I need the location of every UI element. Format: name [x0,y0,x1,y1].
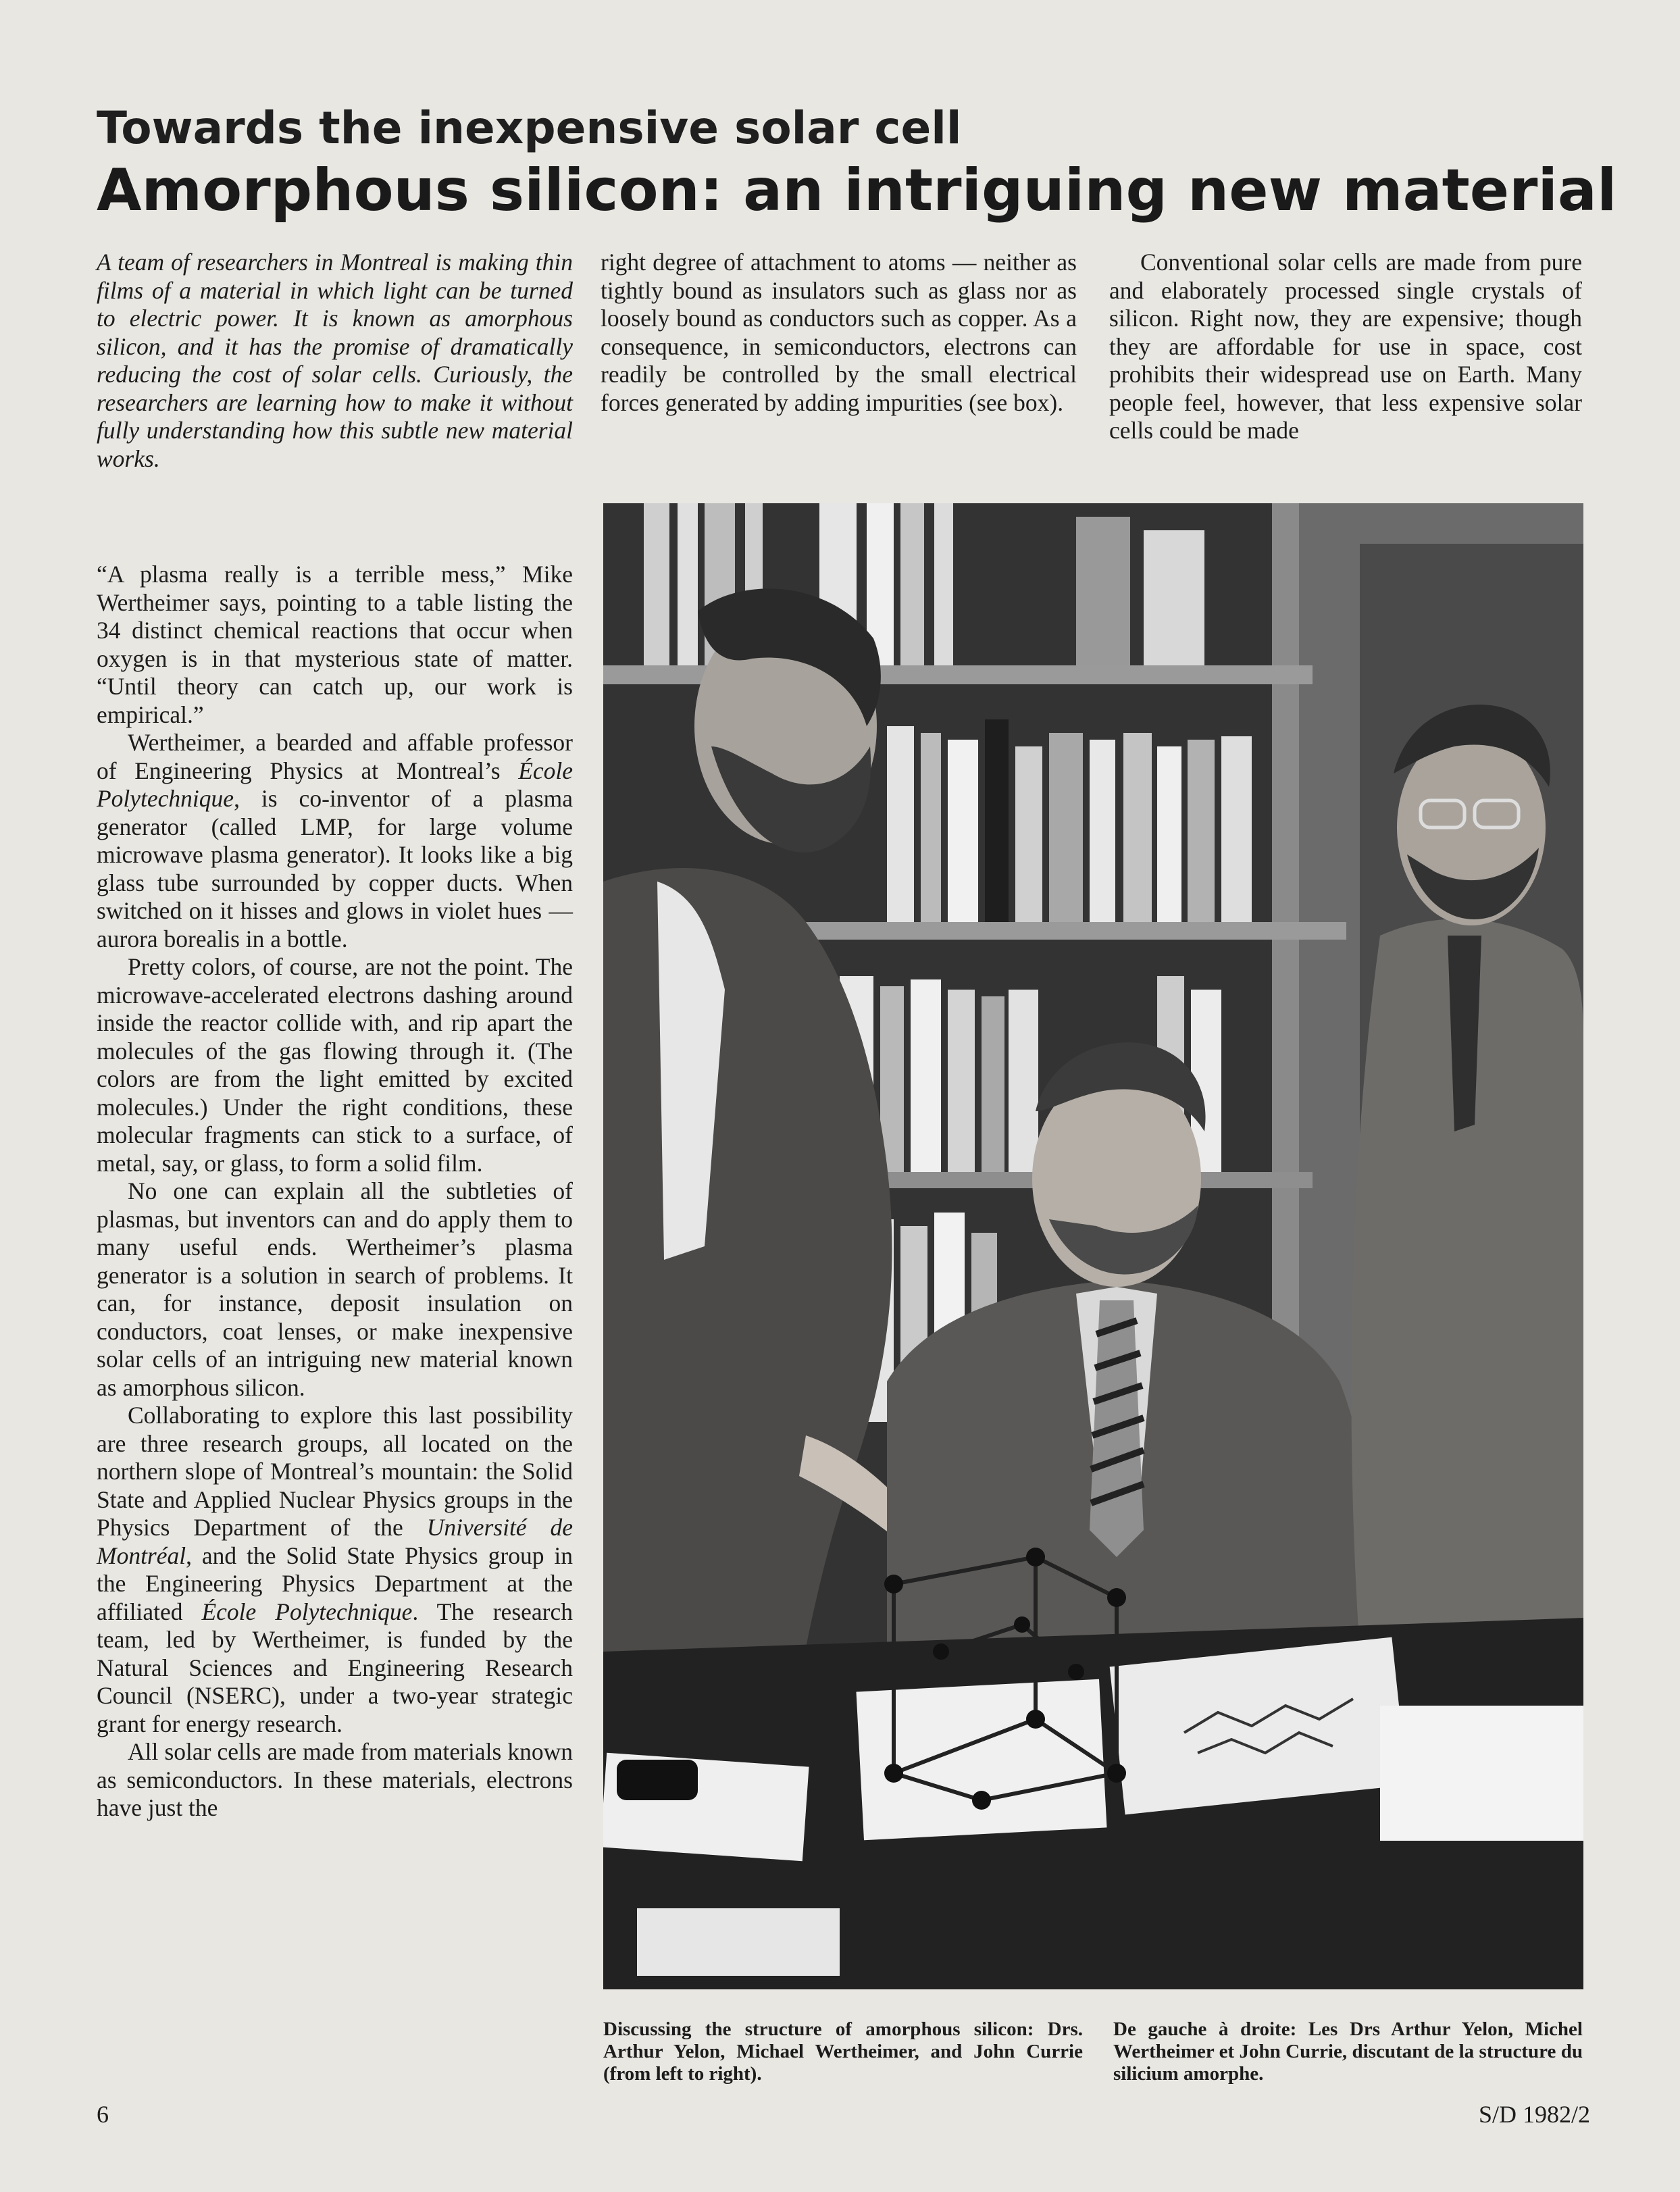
issue-label: S/D 1982/2 [1478,2101,1590,2128]
column-3-top [1109,249,1582,445]
paragraph-6: All solar cells are made from materials known as semiconductors. In these materials, electrons have just the [97,1738,573,1821]
paragraph-5 [97,1402,573,1738]
paragraph-5-text-c: , and the Solid State Physics group in the Engineering Physics Department at the affiliated [97,1541,573,1625]
headline: Amorphous silicon: an intriguing new material [97,157,1617,224]
column-2-top [601,249,1077,417]
caption-english: Discussing the structure of amorphous silicon: Drs. Arthur Yelon, Michael Wertheimer, and John Currie (from left to right). [603,2018,1083,2085]
paragraph-5-text-e: . The research team, led by Wertheimer, is funded by the Natural Sciences and Engineering Research Council (NSERC), under a two-year strategic grant for energy research. [97,1598,573,1737]
paragraph-5-text-a: Collaborating to explore this last possibility are three research groups, all located on the northern slope of Montreal’s mountain: the Solid State and Applied Nuclear Physics groups in the Physics Department of the [97,1402,573,1541]
photo-illustration [603,503,1583,1989]
paragraph-2-text-c: , is co-inventor of a plasma generator (called LMP, for large volume microwave plasma generator). It looks like a big glass tube surrounded by copper ducts. When switched on it hisses and glows in violet hues — aurora borealis in a bottle. [97,785,573,952]
column-3-text: Conventional solar cells are made from pure and elaborately processed single crystals of silicon. Right now, they are expensive; though they are affordable for use in space, cost prohibits their widespread use on Earth. Many people feel, however, that less expensive solar cells could be made [1109,249,1582,444]
paragraph-2 [97,729,573,953]
kicker: Towards the inexpensive solar cell [97,102,962,154]
paragraph-3: Pretty colors, of course, are not the point. The microwave-accelerated electrons dashing around inside the reactor collide with, and rip apart the molecules of the gas flowing through it. (The colors are from the light emitted by excited molecules.) Under the right conditions, these molecular fragments can stick to a surface, of metal, say, or glass, to form a solid film. [97,953,573,1177]
caption-french: De gauche à droite: Les Drs Arthur Yelon, Michel Wertheimer et John Currie, discutant de la structure du silicium amorphe. [1113,2018,1583,2085]
page-number: 6 [97,2101,109,2128]
intro-paragraph [97,249,573,473]
column-1-body [97,561,573,1823]
paragraph-2-italic: École Polytechnique [97,757,573,812]
paragraph-1: “A plasma really is a terrible mess,” Mike Wertheimer says, pointing to a table listing the 34 distinct chemical reactions that occur when oxygen is in that mysterious state of matter. “Until theory can catch up, our work is empirical.” [97,561,573,728]
paragraph-4: No one can explain all the subtleties of plasmas, but inventors can and do apply them to many useful ends. Wertheimer’s plasma generator is a solution in search of problems. It can, for instance, deposit insulation on conductors, coat lenses, or make inexpensive solar cells of an intriguing new material known as amorphous silicon. [97,1177,573,1401]
paragraph-2-text-a: Wertheimer, a bearded and affable professor of Engineering Physics at Montreal’s [97,729,573,784]
intro-text: A team of researchers in Montreal is making thin films of a material in which light can be turned to electric power. It is known as amorphous silicon, and it has the promise of dramatically reducing the cost of solar cells. Curiously, the researchers are learning how to make it without fully understanding how this subtle new material works. [97,249,573,472]
column-2-text: right degree of attachment to atoms — neither as tightly bound as insulators such as glass nor as loosely bound as conductors such as copper. As a consequence, in semiconductors, electrons can readily be controlled by the small electrical forces generated by adding impurities (see box). [601,249,1077,416]
paragraph-5-italic-1: Université de Montréal [97,1514,573,1569]
photo-researchers [603,503,1583,1989]
paragraph-5-italic-2: École Polytechnique [201,1598,413,1625]
